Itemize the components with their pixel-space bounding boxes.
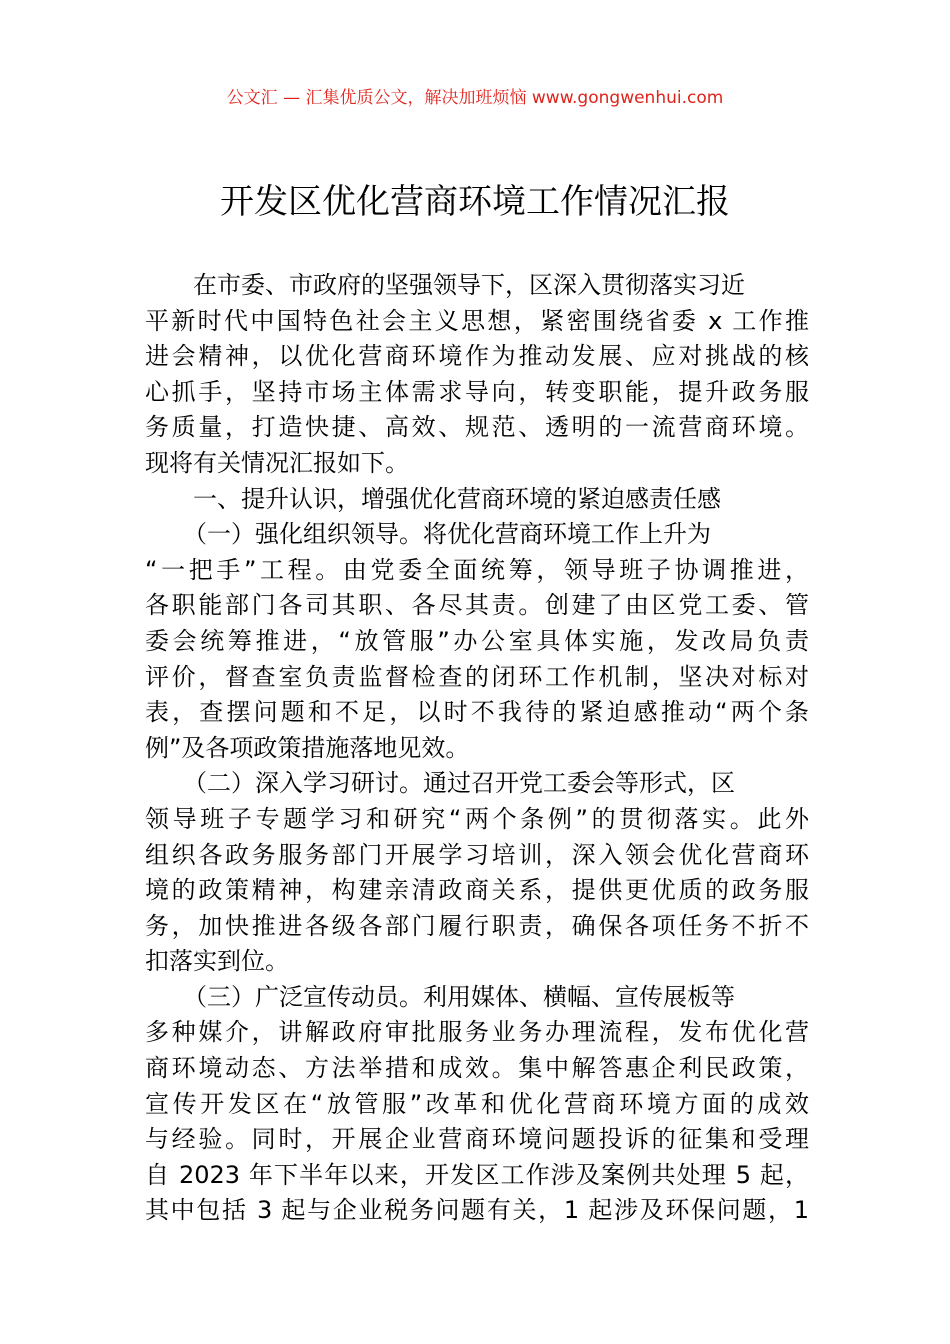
paragraph-2-line-5: 务，加快推进各级各部门履行职责，确保各项任务不折不 [145, 911, 809, 940]
document-body [145, 268, 809, 1229]
paragraph-intro-line-3: 进会精神，以优化营商环境作为推动发展、应对挑战的核 [145, 342, 809, 371]
paragraph-1-line-5: 评价，督查室负责监督检查的闭环工作机制，坚决对标对 [145, 662, 809, 691]
paragraph-3-line-1: （三）广泛宣传动员。利用媒体、横幅、宣传展板等 [183, 982, 735, 1011]
paragraph-3-line-3: 商环境动态、方法举措和成效。集中解答惠企利民政策， [145, 1054, 809, 1083]
paragraph-2-line-3: 组织各政务服务部门开展学习培训，深入领会优化营商环 [145, 840, 809, 869]
paragraph-1-line-3: 各职能部门各司其职、各尽其责。创建了由区党工委、管 [145, 591, 809, 620]
paragraph-intro-line-1: 在市委、市政府的坚强领导下，区深入贯彻落实习近 [193, 271, 745, 299]
paragraph-3-line-7: 其中包括 3 起与企业税务问题有关，1 起涉及环保问题，1 [145, 1196, 809, 1225]
section-heading-1: 一、提升认识，增强优化营商环境的紧迫感责任感 [193, 484, 721, 513]
paragraph-3-line-6: 自 2023 年下半年以来，开发区工作涉及案例共处理 5 起， [145, 1160, 809, 1189]
paragraph-1-line-6: 表，查摆问题和不足，以时不我待的紧迫感推动“两个条 [145, 698, 809, 727]
paragraph-1-line-4: 委会统筹推进，“放管服”办公室具体实施，发改局负责 [145, 626, 809, 655]
paragraph-intro-line-4: 心抓手，坚持市场主体需求导向，转变职能，提升政务服 [145, 377, 809, 406]
paragraph-3-line-5: 与经验。同时，开展企业营商环境问题投诉的征集和受理 [145, 1125, 809, 1154]
paragraph-2-line-1: （二）深入学习研讨。通过召开党工委会等形式，区 [183, 769, 735, 798]
paragraph-intro-line-5: 务质量，打造快捷、高效、规范、透明的一流营商环境。 [145, 413, 809, 442]
paragraph-3-line-2: 多种媒介，讲解政府审批服务业务办理流程，发布优化营 [145, 1018, 809, 1047]
paragraph-intro-line-6: 现将有关情况汇报如下。 [145, 448, 409, 477]
paragraph-1-line-2: “一把手”工程。由党委全面统筹，领导班子协调推进， [145, 555, 809, 584]
paragraph-intro-line-2: 平新时代中国特色社会主义思想，紧密围绕省委 x 工作推 [145, 306, 809, 335]
paragraph-2-line-2: 领导班子专题学习和研究“两个条例”的贯彻落实。此外 [145, 804, 809, 833]
paragraph-1-line-1: （一）强化组织领导。将优化营商环境工作上升为 [183, 520, 711, 549]
paragraph-2-line-4: 境的政策精神，构建亲清政商关系，提供更优质的政务服 [145, 876, 809, 905]
document-title: 开发区优化营商环境工作情况汇报 [220, 182, 730, 222]
paragraph-2-line-6: 扣落实到位。 [145, 947, 289, 976]
paragraph-1-line-7: 例”及各项政策措施落地见效。 [145, 733, 470, 762]
paragraph-3-line-4: 宣传开发区在“放管服”改革和优化营商环境方面的成效 [145, 1089, 809, 1118]
header-banner: 公文汇 — 汇集优质公文，解决加班烦恼 www.gongwenhui.com [226, 88, 724, 108]
